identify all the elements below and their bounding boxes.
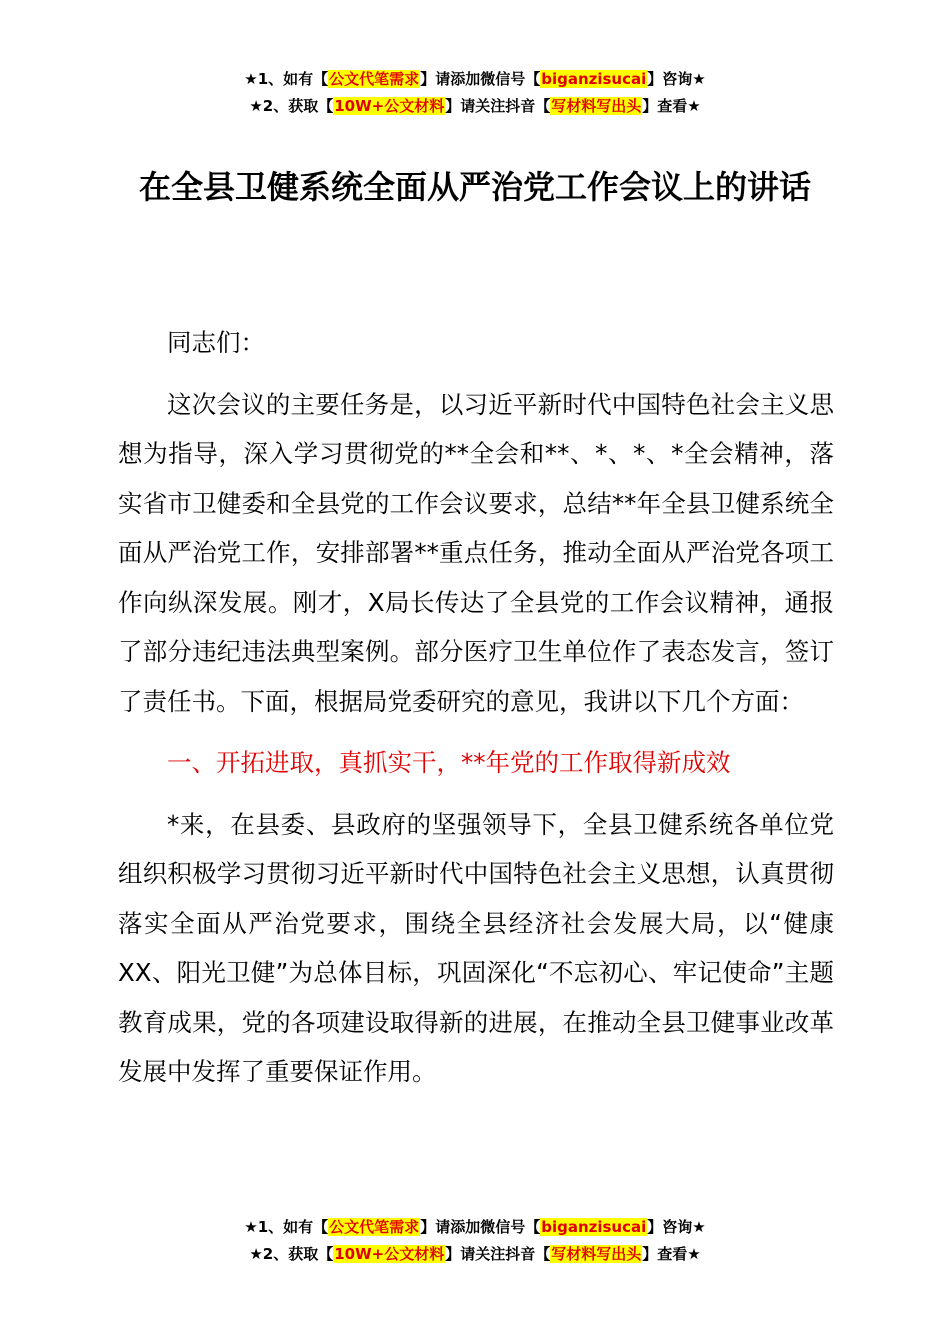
banner-text: ★1、如有【 <box>244 1218 329 1236</box>
banner-highlight: 10W+公文材料 <box>334 1245 445 1263</box>
banner-text: 】查看★ <box>642 1245 701 1263</box>
banner-text: 】请添加微信号【 <box>420 1218 541 1236</box>
banner-highlight: biganzisucai <box>541 1218 647 1236</box>
banner-text: 】请关注抖音【 <box>445 1245 551 1263</box>
banner-text: 】查看★ <box>642 97 701 115</box>
banner-text: 】咨询★ <box>647 70 706 88</box>
bottom-banner <box>0 1214 950 1268</box>
banner-line-1 <box>0 66 950 93</box>
banner-highlight: 公文代笔需求 <box>329 70 420 88</box>
banner-text: 】咨询★ <box>647 1218 706 1236</box>
banner-text: 】请关注抖音【 <box>445 97 551 115</box>
banner-highlight: 10W+公文材料 <box>334 97 445 115</box>
banner-line-2 <box>0 93 950 120</box>
banner-text: ★1、如有【 <box>244 70 329 88</box>
banner-line-1 <box>0 1214 950 1241</box>
banner-highlight: biganzisucai <box>541 70 647 88</box>
banner-text: ★2、获取【 <box>249 1245 334 1263</box>
banner-text: ★2、获取【 <box>249 97 334 115</box>
top-banner <box>0 66 950 120</box>
banner-text: 】请添加微信号【 <box>420 70 541 88</box>
banner-highlight: 写材料写出头 <box>551 97 642 115</box>
paragraph: *来，在县委、县政府的坚强领导下，全县卫健系统各单位党组织积极学习贯彻习近平新时代中国特色社会主义思想，认真贯彻落实全面从严治党要求，围绕全县经济社会发展大局，以“健康XX、阳光卫健”为总体目标，巩固深化“不忘初心、牢记使命”主题教育成果，党的各项建设取得新的进展，在推动全县卫健事业改革发展中发挥了重要保证作用。 <box>118 809 834 1086</box>
banner-highlight: 公文代笔需求 <box>329 1218 420 1236</box>
document-body <box>118 318 834 1097</box>
salutation: 同志们： <box>167 328 265 357</box>
banner-line-2 <box>0 1241 950 1268</box>
section-heading: 一、开拓进取，真抓实干，**年党的工作取得新成效 <box>167 748 731 777</box>
paragraph: 这次会议的主要任务是，以习近平新时代中国特色社会主义思想为指导，深入学习贯彻党的**全会和**、*、*、*全会精神，落实省市卫健委和全县党的工作会议要求，总结**年全县卫健系统全面从严治党工作，安排部署**重点任务，推动全面从严治党各项工作向纵深发展。刚才，X局长传达了全县党的工作会议精神，通报了部分违纪违法典型案例。部分医疗卫生单位作了表态发言，签订了责任书。下面，根据局党委研究的意见，我讲以下几个方面： <box>118 389 834 716</box>
banner-highlight: 写材料写出头 <box>551 1245 642 1263</box>
document-title: 在全县卫健系统全面从严治党工作会议上的讲话 <box>138 168 811 206</box>
